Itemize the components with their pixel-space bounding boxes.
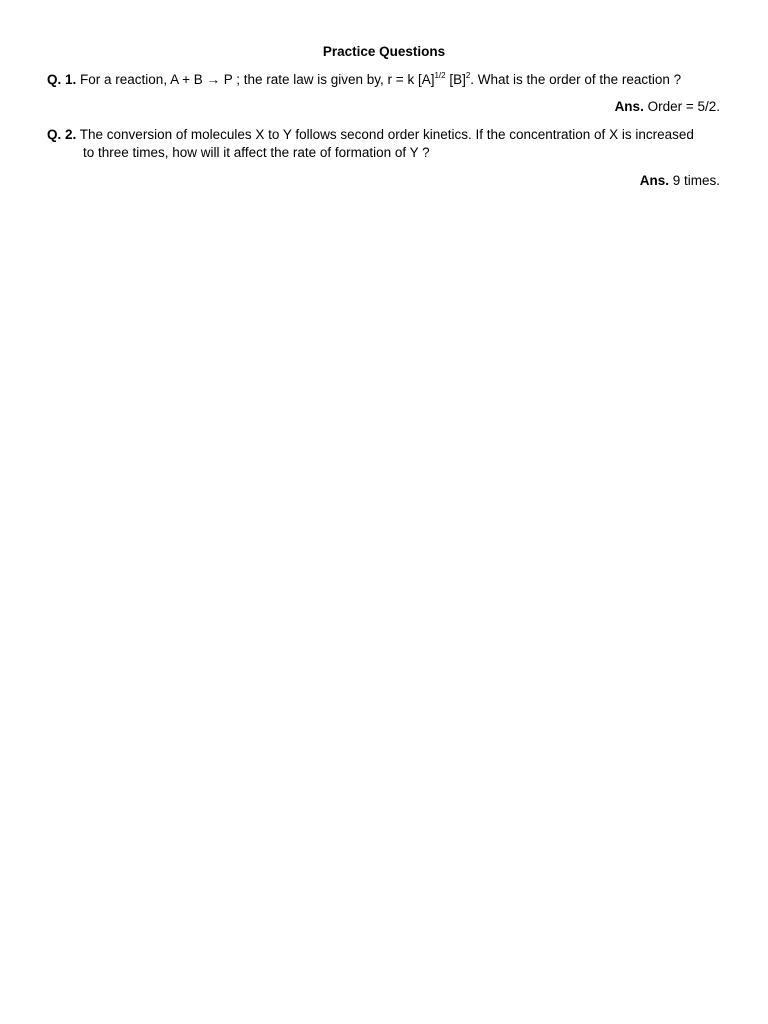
answer-1-label: Ans.: [614, 99, 644, 114]
question-1-number: Q. 1.: [47, 72, 77, 87]
answer-2: [640, 172, 720, 190]
answer-2-label: Ans.: [639, 173, 669, 188]
answer-1: [615, 98, 720, 116]
question-2-number: Q. 2.: [47, 127, 77, 142]
question-2-line-1: The conversion of molecules X to Y follows second order kinetics. If the concentration of X is increased: [79, 127, 694, 142]
question-1-text-mid: [B]: [445, 72, 466, 87]
question-2-line-2: to three times, how will it affect the rate of formation of Y ?: [83, 145, 430, 160]
answer-2-text: 9 times.: [668, 173, 720, 188]
answer-1-text: Order = 5/2.: [643, 99, 720, 114]
question-1: [47, 71, 722, 89]
question-1-exponent-b: 2: [465, 71, 471, 80]
question-1-exponent-a: 1/2: [434, 71, 446, 80]
question-1-text-before: For a reaction, A + B → P ; the rate law is given by, r = k [A]: [80, 72, 435, 87]
question-2: [47, 126, 722, 162]
page-title: Practice Questions: [322, 44, 446, 59]
question-1-text-after: . What is the order of the reaction ?: [470, 72, 682, 87]
